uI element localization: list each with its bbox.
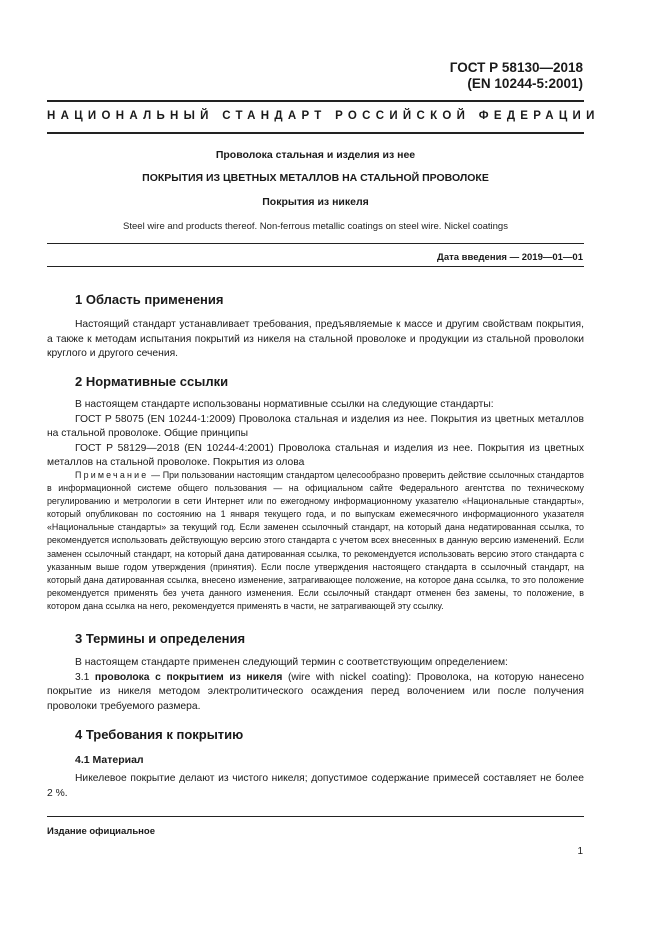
section-3-body	[47, 656, 584, 714]
section-1-text: Настоящий стандарт устанавливает требования, предъявляемые к массе и другим свойствам покрытия, а также к методам испытания покрытий из никеля на стальной проволоке и продукции из стальной проволоки круглого и другого сечения.	[47, 319, 584, 360]
gost-number: ГОСТ Р 58130—2018	[449, 60, 583, 75]
section-4-heading: 4 Требования к покрытию	[75, 727, 244, 742]
section-1-heading: 1 Область применения	[75, 292, 224, 307]
section-2-note	[47, 469, 584, 613]
en-number: (EN 10244-5:2001)	[467, 76, 583, 91]
page-number: 1	[577, 846, 583, 857]
term-definition: (wire with nickel coating): Проволока, на которую нанесено покрытие из никеля методом электролитического осаждения перед волочением или после получения проволоки требуемого размера.	[47, 671, 584, 712]
footer-rule	[47, 816, 584, 817]
reference-1: ГОСТ Р 58075 (EN 10244-1:2009) Проволока стальная и изделия из нее. Покрытия из цветных металлов на стальной проволоке. Общие принципы	[47, 413, 584, 440]
note-label: Примечание	[75, 470, 149, 480]
intro-date: Дата введения — 2019—01—01	[437, 252, 583, 263]
date-rule-bottom	[47, 266, 584, 267]
title-rule	[47, 132, 584, 134]
section-3-intro: В настоящем стандарте применен следующий термин с соответствующим определением:	[75, 657, 508, 668]
reference-2: ГОСТ Р 58129—2018 (EN 10244-4:2001) Проволока стальная и изделия из нее. Покрытия из цветных металлов на стальной проволоке. Покрытия из олова	[47, 442, 584, 469]
section-2-body	[47, 398, 584, 471]
section-2-heading: 2 Нормативные ссылки	[75, 374, 229, 389]
section-4-1-heading: 4.1 Материал	[75, 754, 144, 766]
part-title: Покрытия из никеля	[262, 196, 369, 208]
official-edition-label: Издание официальное	[47, 826, 155, 837]
section-3-heading: 3 Термины и определения	[75, 631, 246, 646]
note-text: — При пользовании настоящим стандартом целесообразно проверить действие ссылочных стандартов в информационной системе общего пользования — на официальном сайте Федерального агентства по техническому регулированию и метрологии в сети Интернет или по ежегодному информационному указателю «Национальные стандарты», который опубликован по состоянию на 1 января текущего года, и по выпускам ежемесячного информационного указателя «Национальные стандарты» за текущий год. Если заменен ссылочный стандарт, на который дана недатированная ссылка, то рекомендуется использовать действующую версию этого стандарта с учетом всех внесенных в данную версию изменений. Если заменен ссылочный стандарт, на который дана датированная ссылка, то рекомендуется использовать версию этого стандарта с указанным выше годом утверждения (принятия). Если после утверждения настоящего стандарта в ссылочный стандарт, на который дана датированная ссылка, внесено изменение, затрагивающее положение, на которое дана ссылка, то это положение рекомендуется применять без учета данного изменения. Если ссылочный стандарт отменен без замены, то положение, в котором дана ссылка на него, рекомендуется применять в части, не затрагивающей эту ссылку.	[47, 470, 584, 611]
section-1-body	[47, 318, 584, 362]
section-4-body	[47, 772, 584, 801]
national-standard-title: НАЦИОНАЛЬНЫЙ СТАНДАРТ РОССИЙСКОЙ ФЕДЕРАЦИИ	[47, 110, 600, 122]
section-4-text: Никелевое покрытие делают из чистого никеля; допустимое содержание примесей составляет не более 2 %.	[47, 773, 584, 799]
document-code	[450, 60, 583, 92]
english-title: Steel wire and products thereof. Non-ferrous metallic coatings on steel wire. Nickel coatings	[123, 221, 508, 232]
section-2-intro: В настоящем стандарте использованы нормативные ссылки на следующие стандарты:	[75, 399, 494, 410]
term-number: 3.1	[75, 671, 95, 683]
main-title: ПОКРЫТИЯ ИЗ ЦВЕТНЫХ МЕТАЛЛОВ НА СТАЛЬНОЙ ПРОВОЛОКЕ	[142, 172, 489, 184]
date-rule	[47, 243, 584, 244]
top-rule	[47, 100, 584, 102]
group-title: Проволока стальная и изделия из нее	[215, 149, 416, 161]
term: проволока с покрытием из никеля	[94, 671, 283, 683]
